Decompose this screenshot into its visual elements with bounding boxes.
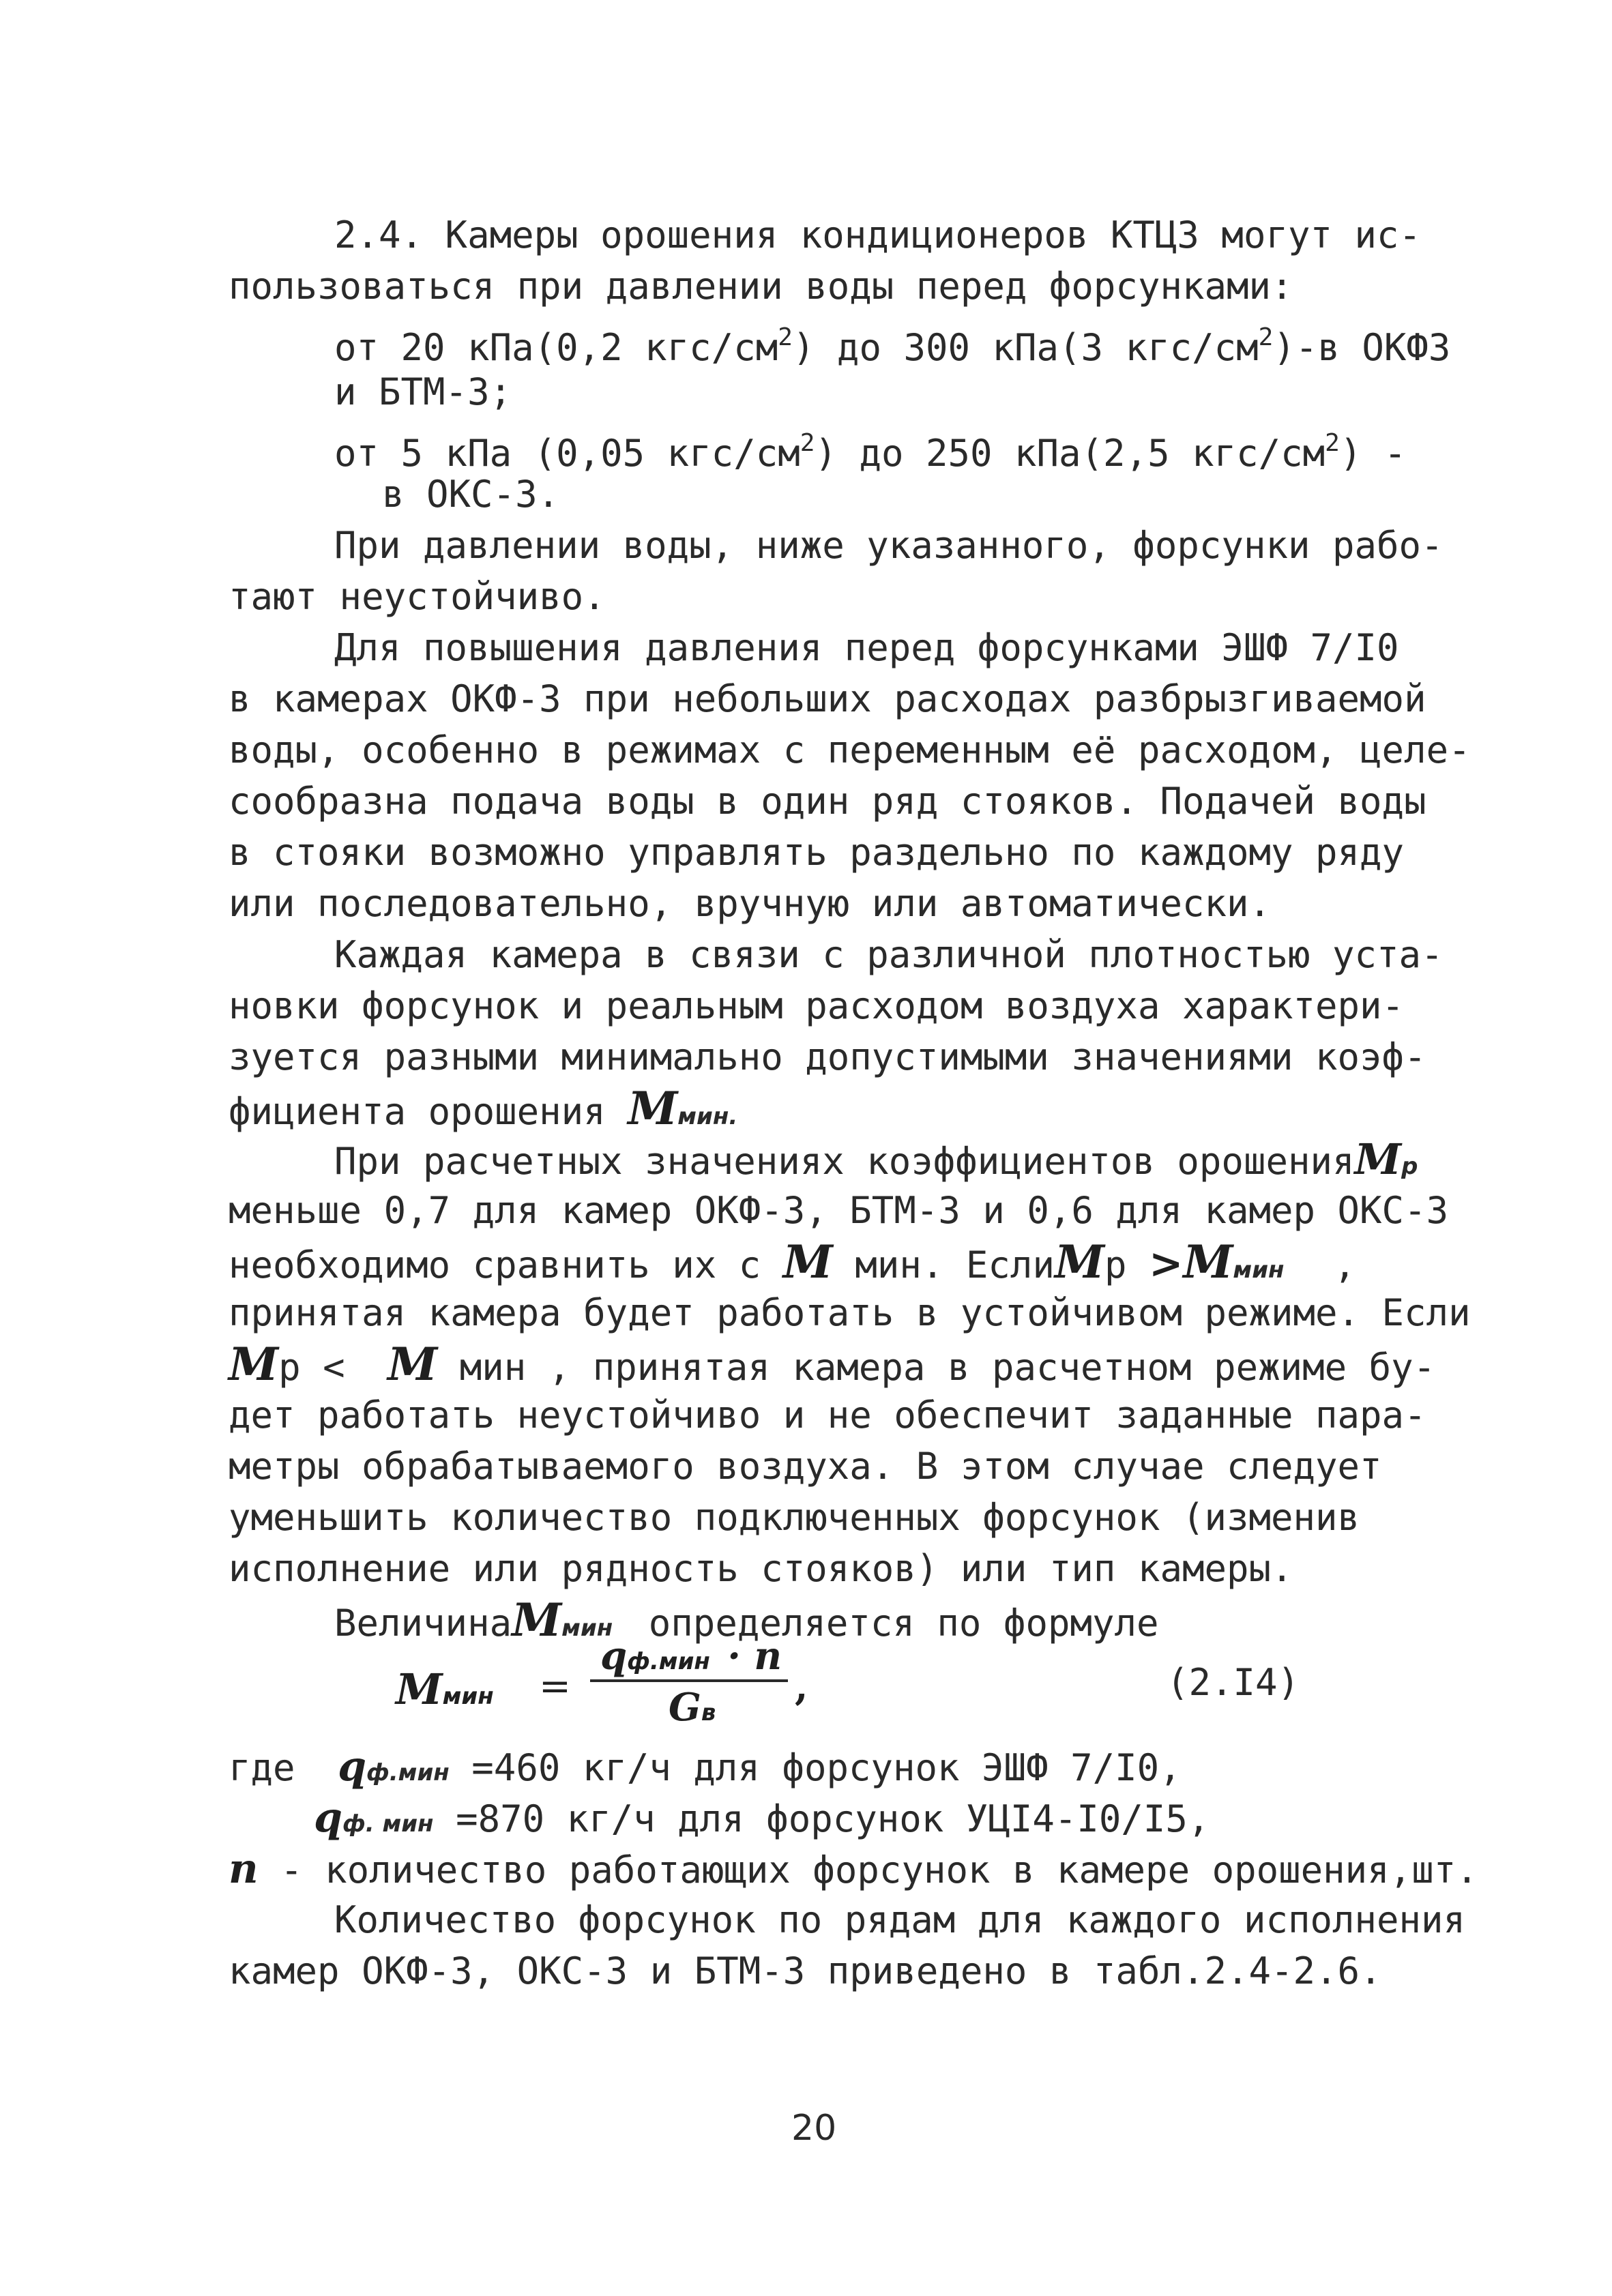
text-line bbox=[314, 1794, 1210, 1848]
text-segment: , bbox=[1334, 1243, 1356, 1286]
text-line: уменьшить количество подключенных форсунок (изменив bbox=[229, 1496, 1360, 1539]
n-symbol: n bbox=[229, 1845, 259, 1893]
text-line: тают неустойчиво. bbox=[229, 575, 606, 618]
text-line: принятая камера будет работать в устойчивом режиме. Если bbox=[229, 1291, 1471, 1334]
text-line bbox=[229, 1845, 1478, 1894]
text-segment: =460 кг/ч для форсунок ЭШФ 7/I0, bbox=[471, 1746, 1182, 1789]
text-line bbox=[334, 420, 1406, 477]
mu-symbol: М bbox=[628, 1082, 678, 1135]
text-line bbox=[334, 314, 1450, 372]
text-segment: =870 кг/ч для форсунок УЦI4-I0/I5, bbox=[456, 1797, 1210, 1840]
text-line bbox=[229, 1743, 1182, 1797]
q-subscript: ф. мин bbox=[342, 1810, 434, 1838]
text-line: Для повышения давления перед форсунками ЭШФ 7/I0 bbox=[334, 626, 1399, 669]
text-line: 2.4. Камеры орошения кондиционеров КТЦЗ могут ис- bbox=[334, 214, 1422, 256]
text-line: При давлении воды, ниже указанного, форсунки рабо- bbox=[334, 524, 1444, 567]
text-segment: мин , принятая камера в расчетном режиме бу- bbox=[459, 1346, 1436, 1389]
q-symbol: q bbox=[314, 1794, 342, 1842]
text-line: камер ОКФ-3, ОКС-3 и БТМ-3 приведено в табл.2.4-2.6. bbox=[229, 1949, 1382, 1992]
text-line: дет работать неустойчиво и не обеспечит заданные пара- bbox=[229, 1394, 1426, 1437]
numerator-tail: · n bbox=[727, 1634, 782, 1679]
text-line bbox=[229, 1340, 1435, 1392]
text-line: в ОКС-3. bbox=[382, 473, 560, 516]
mu-symbol: М bbox=[1183, 1235, 1233, 1289]
mu-symbol: М bbox=[1054, 1235, 1105, 1289]
text-line bbox=[229, 1082, 738, 1140]
mu-symbol: М bbox=[512, 1593, 562, 1647]
text-segment: Величина bbox=[334, 1602, 512, 1645]
text-segment: При расчетных значениях коэффициентов орошения bbox=[334, 1140, 1355, 1183]
mu-symbol: М bbox=[387, 1338, 438, 1391]
text-segment: от 5 кПа (0,05 кгс/см bbox=[334, 432, 800, 475]
superscript: 2 bbox=[1258, 323, 1274, 351]
mu-symbol: М bbox=[782, 1235, 833, 1289]
text-line: меньше 0,7 для камер ОКФ-3, БТМ-3 и 0,6 для камер ОКС-3 bbox=[229, 1189, 1449, 1232]
mu-subscript: мин bbox=[442, 1683, 494, 1710]
text-line bbox=[229, 1235, 1356, 1294]
formula-comma: , bbox=[795, 1664, 808, 1709]
greater-than-sign: > bbox=[1149, 1240, 1184, 1288]
mu-symbol: М bbox=[229, 1338, 279, 1391]
text-segment: )-в ОКФ3 bbox=[1273, 326, 1451, 369]
text-segment: мин. Если bbox=[855, 1243, 1055, 1286]
superscript: 2 bbox=[1325, 429, 1340, 457]
text-segment: где bbox=[229, 1746, 295, 1789]
formula-numerator bbox=[600, 1634, 782, 1679]
formula-equals: = bbox=[539, 1664, 571, 1709]
mu-subscript: мин bbox=[561, 1615, 613, 1642]
text-line: и БТМ-3; bbox=[334, 370, 512, 413]
formula-lhs bbox=[396, 1664, 494, 1714]
text-segment: от 20 кПа(0,2 кгс/см bbox=[334, 326, 778, 369]
text-line: метры обрабатываемого воздуха. В этом случае следует bbox=[229, 1445, 1382, 1488]
q-subscript: ф.мин bbox=[366, 1759, 450, 1786]
text-line: в камерах ОКФ-3 при небольших расходах разбрызгиваемой bbox=[229, 677, 1426, 720]
q-subscript: ф.мин bbox=[627, 1648, 710, 1675]
text-line: Количество форсунок по рядам для каждого исполнения bbox=[334, 1898, 1466, 1941]
text-line: Каждая камера в связи с различной плотностью уста- bbox=[334, 933, 1444, 976]
text-segment: определяется по формуле bbox=[648, 1602, 1159, 1645]
text-segment: ) до 300 кПа(3 кгс/см bbox=[792, 326, 1259, 369]
text-segment: ) до 250 кПа(2,5 кгс/см bbox=[815, 432, 1325, 475]
superscript: 2 bbox=[800, 429, 815, 457]
page-number: 20 bbox=[791, 2108, 837, 2149]
text-line: воды, особенно в режимах с переменным её расходом, целе- bbox=[229, 728, 1471, 771]
text-line: зуется разными минимально допустимыми значениями коэф- bbox=[229, 1035, 1426, 1078]
text-segment: р < bbox=[278, 1346, 345, 1389]
formula-denominator bbox=[669, 1685, 716, 1730]
text-line bbox=[334, 1136, 1418, 1190]
text-line: или последовательно, вручную или автоматически. bbox=[229, 882, 1272, 925]
text-segment: фициента орошения bbox=[229, 1090, 606, 1133]
fraction-bar bbox=[590, 1679, 788, 1682]
text-segment: р bbox=[1104, 1243, 1127, 1286]
q-symbol: q bbox=[338, 1743, 367, 1791]
mu-subscript: р bbox=[1401, 1153, 1418, 1180]
sigma-subscript: в bbox=[701, 1699, 716, 1726]
text-line: пользоваться при давлении воды перед форсунками: bbox=[229, 265, 1293, 308]
text-segment: необходимо сравнить их с bbox=[229, 1243, 761, 1286]
formula-number: (2.I4) bbox=[1167, 1661, 1300, 1704]
text-line: новки форсунок и реальным расходом воздуха характери- bbox=[229, 984, 1405, 1027]
mu-symbol: М bbox=[1354, 1134, 1402, 1184]
superscript: 2 bbox=[778, 323, 793, 351]
mu-symbol: М bbox=[396, 1664, 443, 1714]
mu-subscript: мин bbox=[1233, 1256, 1285, 1284]
sigma-symbol: G bbox=[669, 1685, 701, 1730]
mu-subscript: мин. bbox=[677, 1103, 738, 1130]
q-symbol: q bbox=[600, 1634, 628, 1679]
text-line: сообразна подача воды в один ряд стояков. Подачей воды bbox=[229, 780, 1426, 823]
text-line: в стояки возможно управлять раздельно по каждому ряду bbox=[229, 831, 1405, 874]
text-line: исполнение или рядность стояков) или тип камеры. bbox=[229, 1547, 1293, 1590]
text-segment: ) - bbox=[1339, 432, 1407, 475]
text-segment: - количество работающих форсунок в камере орошения,шт. bbox=[280, 1849, 1478, 1892]
